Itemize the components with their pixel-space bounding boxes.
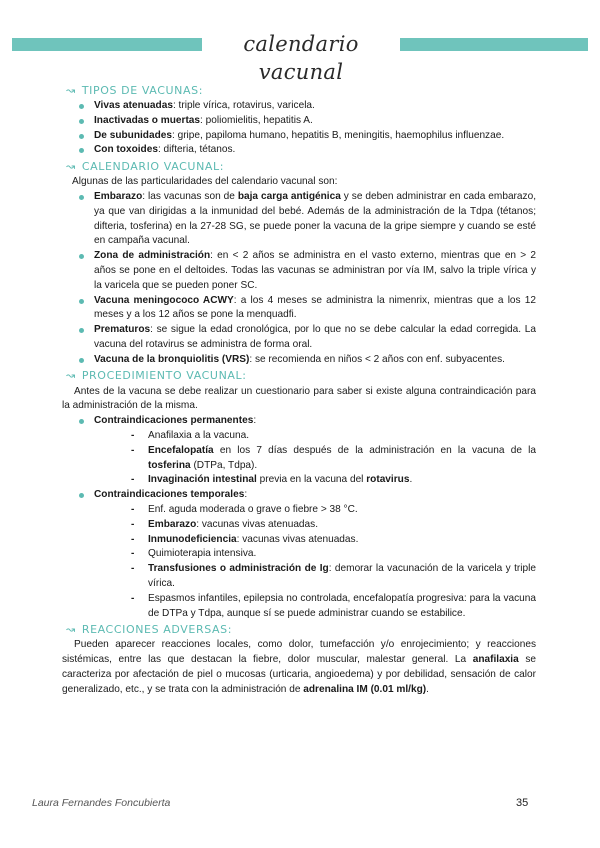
list-temporales [94, 503, 536, 621]
list-item: Embarazo: las vacunas son de baja carga antigénica y se deben administrar en cada embarazo, ya que van dirigidas a la inmunidad del bebé. Además de la administración de la Tdpa (tétanos; difteria, tosferina) en la 27-28 SG, se puede poner la vacuna de la gripe siempre y cuando se esté en campaña vacunal. [62, 190, 536, 249]
section-heading-text: TIPOS DE VACUNAS: [81, 83, 204, 97]
section-heading-procedimiento [66, 368, 536, 385]
list-item: Inactivadas o muertas: poliomielitis, hepatitis A. [62, 114, 536, 129]
list-permanentes [94, 429, 536, 488]
list-item: Vacuna meningococo ACWY: a los 4 meses se administra la nimenrix, mientras que a los 12 meses y a los 12 años se pone la menquadfi. [62, 294, 536, 324]
section-heading-calendario [66, 158, 536, 175]
list-item: - Anafilaxia a la vacuna. [94, 429, 536, 444]
list-calendario [62, 190, 536, 368]
curved-arrow-icon: ↝ [66, 159, 76, 173]
page-number: 35 [516, 797, 529, 809]
page-title: calendario vacunal [243, 32, 359, 84]
list-item: - Enf. aguda moderada o grave o fiebre > 38 °C. [94, 503, 536, 518]
curved-arrow-icon: ↝ [66, 83, 76, 97]
list-item: Vacuna de la bronquiolitis (VRS): se recomienda en niños < 2 años con enf. subyacentes. [62, 353, 536, 368]
list-item: Con toxoides: difteria, tétanos. [62, 143, 536, 158]
list-contraindicaciones [62, 414, 536, 621]
section-heading-text: PROCEDIMIENTO VACUNAL: [81, 369, 247, 383]
list-item: - Encefalopatía en los 7 días después de la administración en la vacuna de la tosferina (DTPa, Tdpa). [94, 444, 536, 474]
section-heading-text: REACCIONES ADVERSAS: [81, 622, 232, 636]
section-heading-reacciones [66, 621, 536, 638]
list-item: Contraindicaciones permanentes: - Anafilaxia a la vacuna. - Encefalopatía en los 7 días después de la administración en la vacuna de la tosferina (DTPa, Tdpa). - Invaginación intestinal previa en la vacuna del rotavirus. [62, 414, 536, 488]
list-item: - Quimioterapia intensiva. [94, 547, 536, 562]
curved-arrow-icon: ↝ [66, 622, 76, 636]
list-item: De subunidades: gripe, papiloma humano, hepatitis B, meningitis, haemophilus influenzae. [62, 129, 536, 144]
footer-author: Laura Fernandes Foncubierta [32, 797, 171, 809]
list-item: Contraindicaciones temporales: - Enf. aguda moderada o grave o fiebre > 38 °C. - Embarazo: vacunas vivas atenuadas. - Inmunodeficiencia: vacunas vivas atenuadas. - Quimioterapia intensiva. - Transfusiones o administración de Ig: demorar la vacunación de la varicela y triple vírica. - Espasmos infantiles, epilepsia no controlada, encefalopatía progresiva: para la vacuna de DTPa y Tdpa, aunque sí se puede administrar cuando se estabilice. [62, 488, 536, 621]
list-item: - Embarazo: vacunas vivas atenuadas. [94, 518, 536, 533]
curved-arrow-icon: ↝ [66, 369, 76, 383]
page-content [62, 82, 536, 697]
reacciones-paragraph: Pueden aparecer reacciones locales, como dolor, tumefacción y/o enrojecimiento; y reacciones sistémicas, entre las que destacan la fiebre, dolor muscular, malestar general. La anafilaxia se caracteriza por afectación de piel o mucosas (urticaria, angioedema) y por debilidad, sensación de calor generalizado, etc., y se trata con la administración de adrenalina IM (0.01 ml/kg). [62, 639, 536, 695]
list-item: Zona de administración: en < 2 años se administra en el vasto externo, mientras que en > 2 años se pone en el deltoides. Todas las vacunas se administran por vía IM, salvo la triple vírica y la varicela que se pueden poner SC. [62, 249, 536, 293]
list-item: Prematuros: se sigue la edad cronológica, por lo que no se debe calcular la edad corregida. La vacuna del rotavirus se administra de forma oral. [62, 323, 536, 353]
page-header [0, 30, 600, 84]
list-item: - Transfusiones o administración de Ig: demorar la vacunación de la varicela y triple vírica. [94, 562, 536, 592]
header-band-left [12, 38, 202, 51]
list-item: - Espasmos infantiles, epilepsia no controlada, encefalopatía progresiva: para la vacuna de DTPa y Tdpa, aunque sí se puede administrar cuando se estabilice. [94, 592, 536, 622]
calendario-intro: Algunas de las particularidades del calendario vacunal son: [72, 176, 338, 188]
section-heading-tipos [66, 82, 536, 99]
list-tipos [62, 99, 536, 158]
list-item: - Inmunodeficiencia: vacunas vivas atenuadas. [94, 533, 536, 548]
list-item: - Invaginación intestinal previa en la vacuna del rotavirus. [94, 473, 536, 488]
header-band-right [400, 38, 588, 51]
section-heading-text: CALENDARIO VACUNAL: [81, 159, 225, 173]
procedimiento-intro: Antes de la vacuna se debe realizar un cuestionario para saber si existe alguna contraindicación para la administración de la misma. [62, 385, 536, 412]
list-item: Vivas atenuadas: triple vírica, rotavirus, varicela. [62, 99, 536, 114]
